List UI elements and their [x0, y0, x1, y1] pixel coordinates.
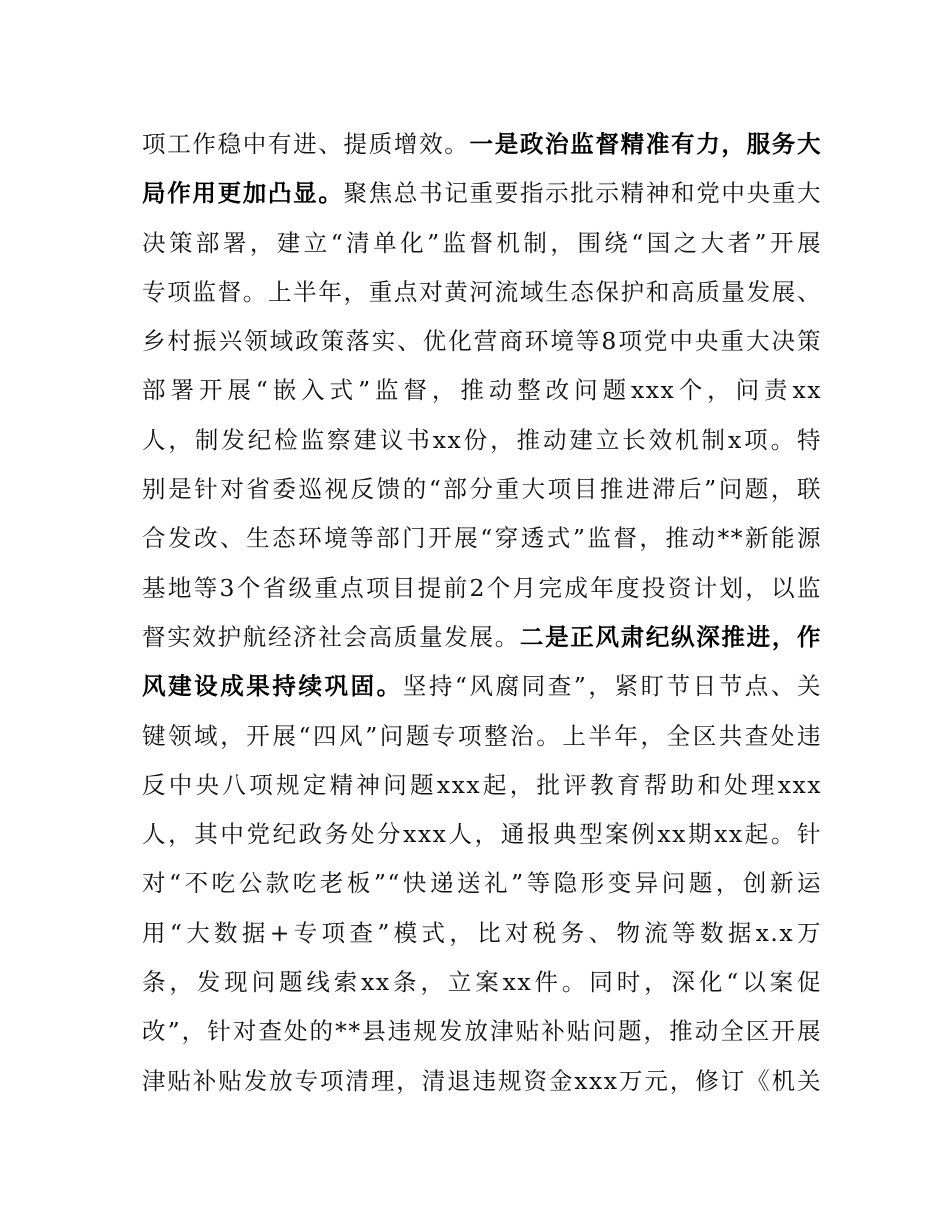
- text-line: [142, 1007, 822, 1056]
- bold-heading-text: 风建设成果持续巩固。: [142, 672, 403, 701]
- text-line: [142, 909, 822, 958]
- body-text-segment: 津贴补贴发放专项清理，清退违规资金xxx万元，修订《机关: [142, 1066, 822, 1095]
- body-text-segment: 乡村振兴领域政策落实、优化营商环境等8项党中央重大决策: [142, 327, 822, 356]
- body-text-segment: 人，其中党纪政务处分xxx人，通报典型案例xx期xx起。针: [142, 820, 822, 849]
- text-line: [142, 219, 822, 268]
- body-text-segment: 条，发现问题线索xx条，立案xx件。同时，深化“以案促: [142, 968, 822, 997]
- body-text-segment: 别是针对省委巡视反馈的“部分重大项目推进滞后”问题，联: [142, 475, 822, 504]
- bold-heading-text: 二是正风肃纪纵深推进，作: [519, 622, 822, 651]
- text-line: [142, 317, 822, 366]
- text-line: [142, 416, 822, 465]
- body-text-segment: 用“大数据+专项查”模式，比对税务、物流等数据x.x万: [142, 918, 822, 947]
- text-line: [142, 613, 822, 662]
- body-text-segment: 坚持“风腐同查”，紧盯节日节点、关: [402, 672, 822, 701]
- bold-heading-text: 一是政治监督精准有力，服务大: [469, 130, 822, 158]
- text-line: [142, 564, 822, 613]
- text-line: [142, 712, 822, 761]
- body-text-segment: 对“不吃公款吃老板”“快递送礼”等隐形变异问题，创新运: [142, 869, 822, 898]
- body-text-segment: 键领域，开展“四风”问题专项整治。上半年，全区共查处违: [142, 721, 822, 750]
- text-line: [142, 761, 822, 810]
- body-text: [142, 120, 822, 1106]
- body-text-segment: 改”，针对查处的**县违规发放津贴补贴问题，推动全区开展: [142, 1017, 822, 1046]
- text-line: [142, 514, 822, 563]
- body-text-segment: 基地等3个省级重点项目提前2个月完成年度投资计划，以监: [142, 573, 822, 602]
- text-line: [142, 810, 822, 859]
- body-text-segment: 部署开展“嵌入式”监督，推动整改问题xxx个，问责xx: [142, 376, 822, 405]
- bold-heading-text: 局作用更加凸显。: [142, 179, 344, 208]
- text-line: [142, 465, 822, 514]
- body-text-segment: 专项监督。上半年，重点对黄河流域生态保护和高质量发展、: [142, 277, 822, 306]
- text-line: [142, 120, 822, 169]
- body-text-segment: 督实效护航经济社会高质量发展。: [142, 622, 520, 651]
- body-text-segment: 决策部署，建立“清单化”监督机制，围绕“国之大者”开展: [142, 228, 822, 257]
- text-line: [142, 169, 822, 218]
- text-line: [142, 958, 822, 1007]
- body-text-segment: 聚焦总书记重要指示批示精神和党中央重大: [343, 179, 822, 208]
- body-text-segment: 反中央八项规定精神问题xxx起，批评教育帮助和处理xxx: [142, 770, 822, 799]
- body-text-segment: 合发改、生态环境等部门开展“穿透式”监督，推动**新能源: [142, 524, 822, 553]
- text-line: [142, 366, 822, 415]
- text-line: [142, 859, 822, 908]
- text-line: [142, 268, 822, 317]
- body-text-segment: 项工作稳中有进、提质增效。: [142, 130, 470, 158]
- body-text-segment: 人，制发纪检监察建议书xx份，推动建立长效机制x项。特: [142, 425, 822, 454]
- text-line: [142, 1057, 822, 1106]
- text-line: [142, 662, 822, 711]
